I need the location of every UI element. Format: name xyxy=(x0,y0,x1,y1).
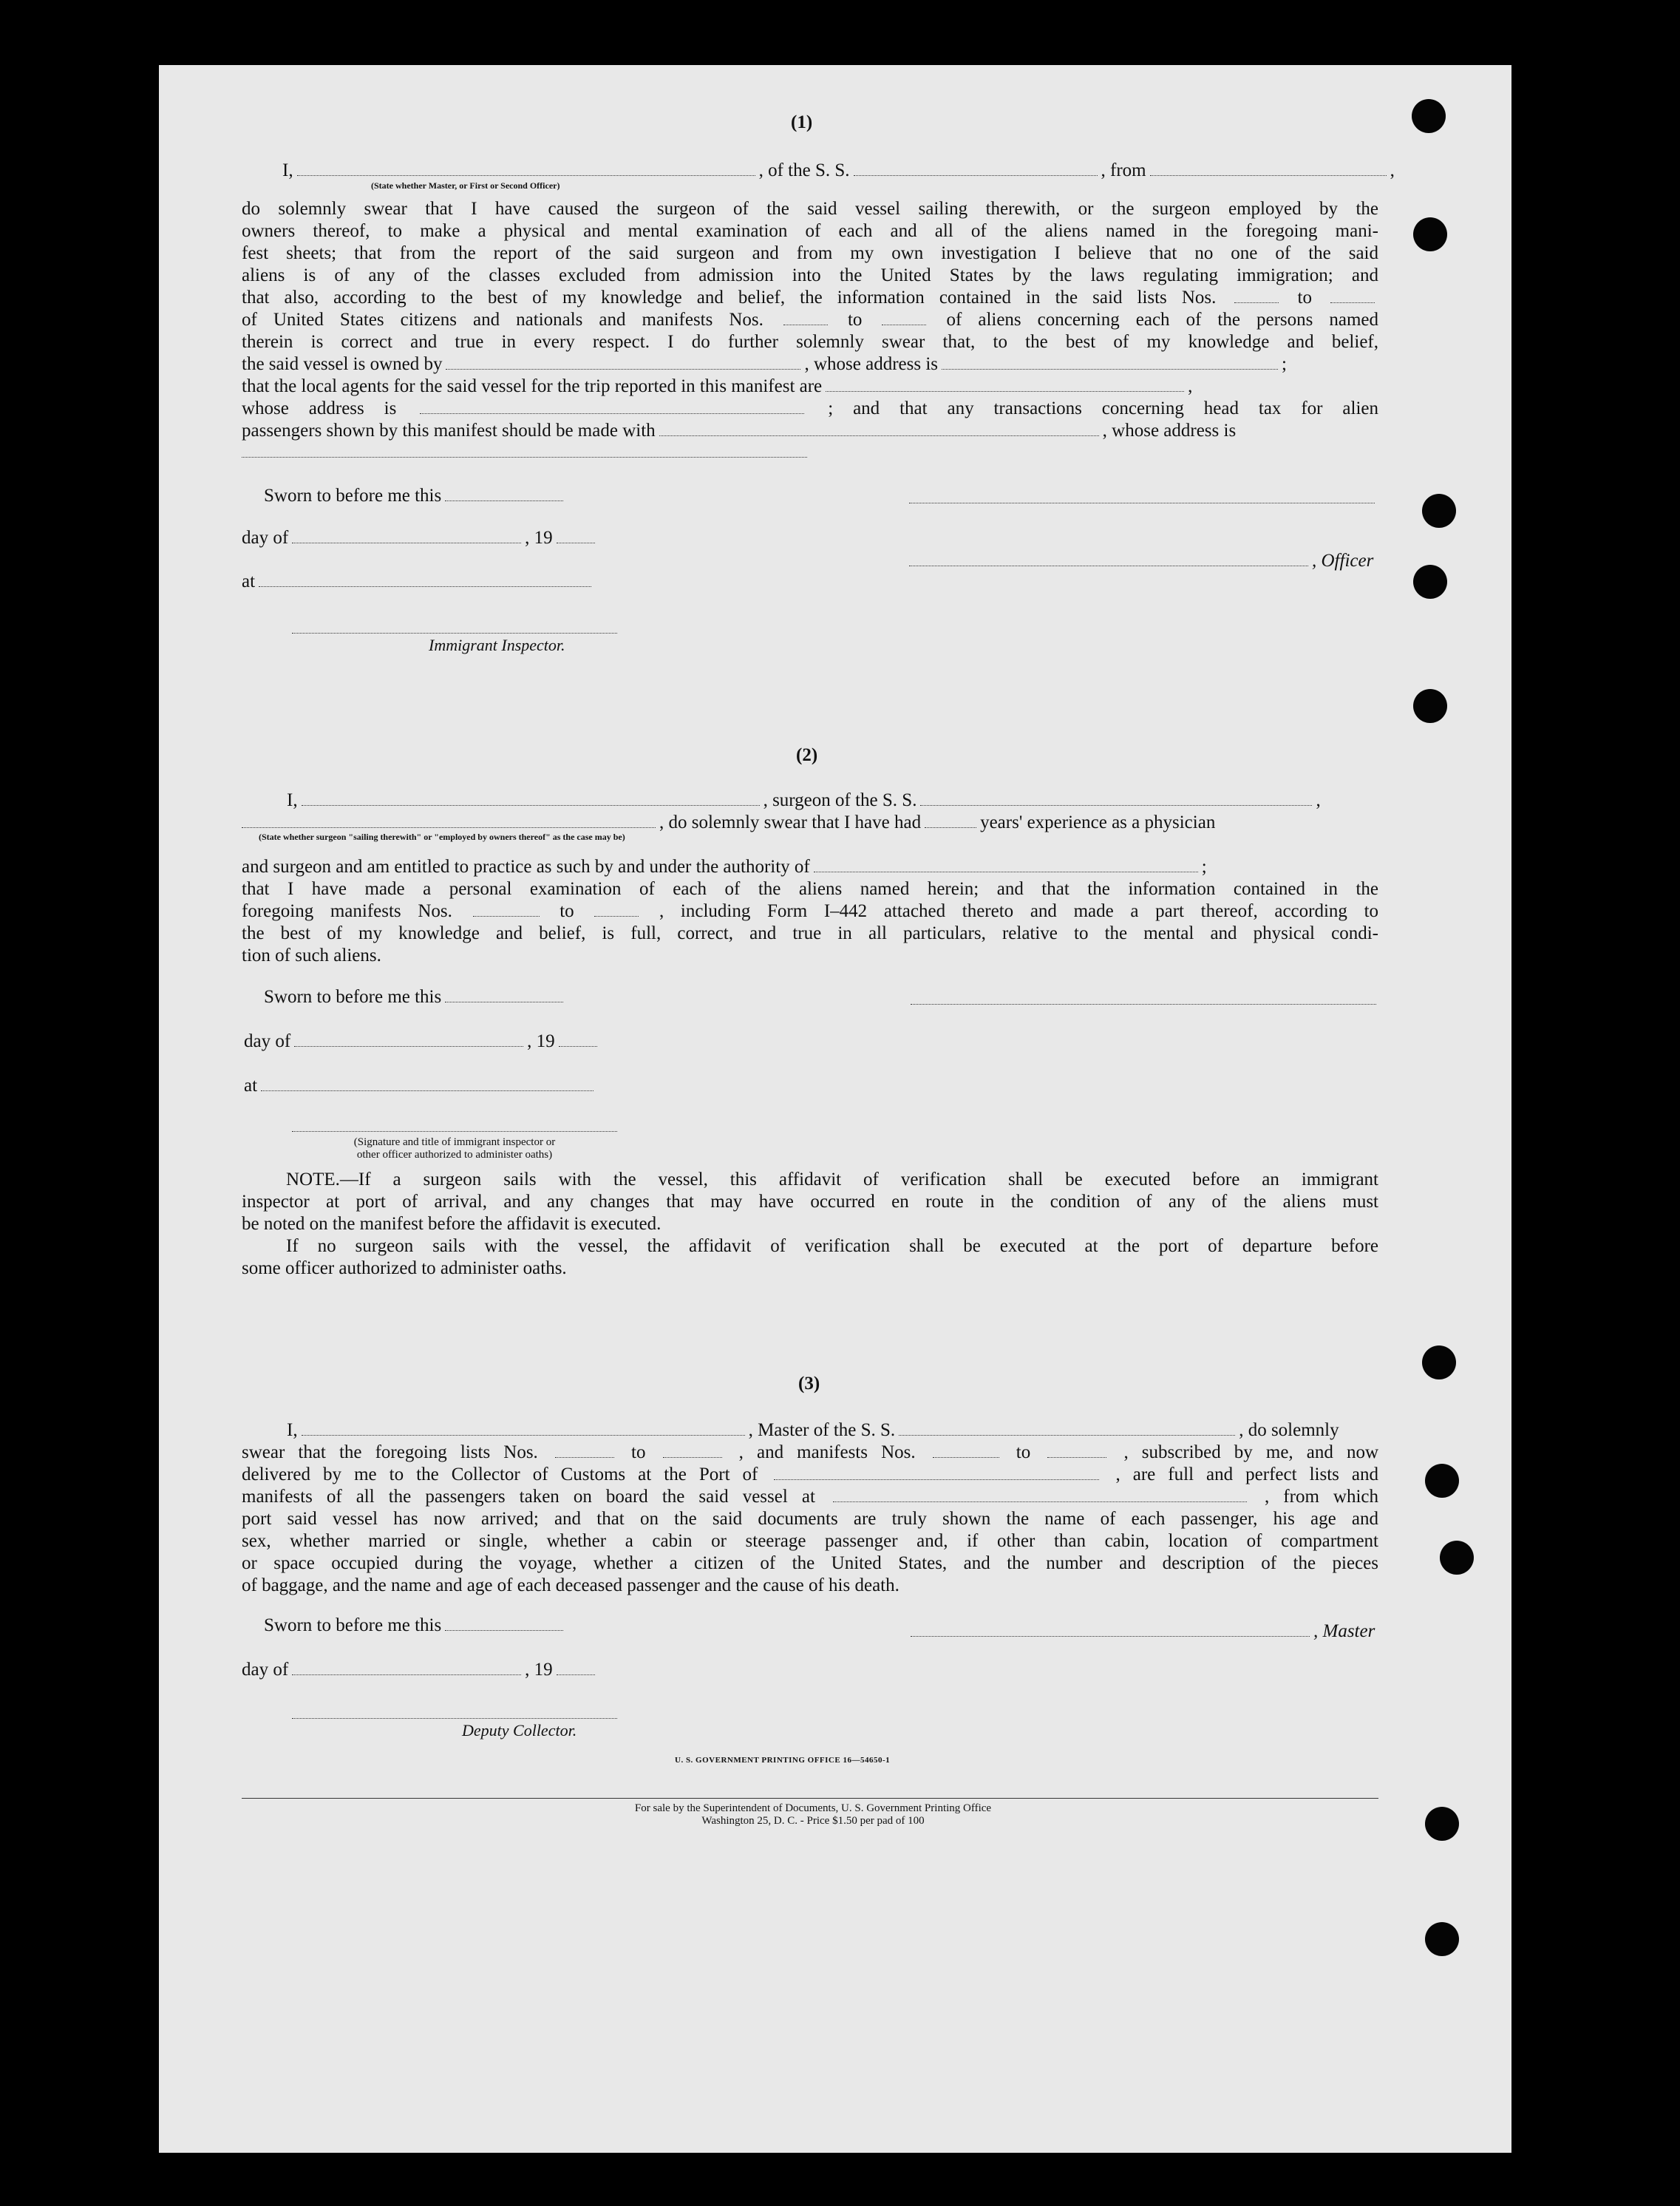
punch-hole xyxy=(1425,1464,1459,1498)
oath-text: tion of such aliens. xyxy=(242,946,381,965)
punch-hole xyxy=(1412,99,1446,133)
printer-imprint: U. S. GOVERNMENT PRINTING OFFICE 16—54650-1 xyxy=(675,1756,891,1765)
oath-text: sex, whether married or single, whether a cabin or steerage passenger and, if other than cabin, location of compartment xyxy=(242,1531,1378,1551)
sworn-label: Sworn to before me this xyxy=(264,986,567,1008)
oath-line: I, , surgeon of the S. S. , xyxy=(287,790,1321,810)
oath-text: aliens is of any of the classes excluded from admission into the United States by the laws regulating immigration; and xyxy=(242,265,1378,285)
oath-text: foregoing manifests Nos. to , including Form I–442 attached thereto and made a part thereof, according to xyxy=(242,901,1379,921)
oath-text: manifests of all the passengers taken on board the said vessel at , from which xyxy=(242,1487,1379,1507)
master-label: , Master xyxy=(911,1620,1375,1643)
signature-line xyxy=(292,633,617,634)
signature-line xyxy=(292,1718,617,1719)
oath-text: the said vessel is owned by , whose address is ; xyxy=(242,354,1287,374)
signature-instruction: other officer authorized to administer oaths) xyxy=(356,1149,553,1161)
oath-text: port said vessel has now arrived; and that on the said documents are truly shown the name of each passenger, his age and xyxy=(242,1509,1378,1529)
section-number: (3) xyxy=(798,1374,820,1394)
punch-hole xyxy=(1422,1345,1456,1379)
punch-hole xyxy=(1422,494,1456,528)
note-text: NOTE.—If a surgeon sails with the vessel, this affidavit of verification shall be executed before an immigrant xyxy=(286,1170,1378,1189)
date-label: day of , 19 xyxy=(242,527,599,549)
note-text: inspector at port of arrival, and any changes that may have occurred en route in the condition of any of the aliens must xyxy=(242,1192,1378,1212)
punch-hole xyxy=(1425,1922,1459,1956)
inspector-title: Immigrant Inspector. xyxy=(429,636,565,654)
sale-notice: For sale by the Superintendent of Documents, U. S. Government Printing Office xyxy=(634,1802,992,1814)
date-label: day of , 19 xyxy=(244,1031,601,1053)
oath-line: I, , of the S. S. , from , xyxy=(282,160,1395,180)
oath-line: I, , Master of the S. S. , do solemnly xyxy=(287,1420,1339,1440)
place-label: at xyxy=(244,1075,597,1097)
sale-notice: Washington 25, D. C. - Price $1.50 per pad of 100 xyxy=(701,1815,925,1827)
note-text: If no surgeon sails with the vessel, the affidavit of verification shall be executed at the port of departure before xyxy=(286,1236,1378,1256)
oath-text: swear that the foregoing lists Nos. to , and manifests Nos. to , subscribed by me, and now xyxy=(242,1442,1379,1462)
oath-text: fest sheets; that from the report of the said surgeon and from my own investigation I believe that no one of the said xyxy=(242,243,1378,263)
section-number: (2) xyxy=(796,745,818,765)
oath-text: do solemnly swear that I have caused the surgeon of the said vessel sailing therewith, or the surgeon employed by the xyxy=(242,199,1378,219)
oath-text: passengers shown by this manifest should be made with , whose address is xyxy=(242,421,1237,441)
field-instruction: (State whether Master, or First or Second Officer) xyxy=(371,180,560,191)
note-text: some officer authorized to administer oaths. xyxy=(242,1258,567,1278)
oath-text: whose address is ; and that any transactions concerning head tax for alien xyxy=(242,398,1378,418)
collector-title: Deputy Collector. xyxy=(462,1721,577,1740)
punch-hole xyxy=(1440,1541,1474,1575)
oath-text: of baggage, and the name and age of each deceased passenger and the cause of his death. xyxy=(242,1575,899,1595)
oath-text: of United States citizens and nationals and manifests Nos. to of aliens concerning each of the persons named xyxy=(242,310,1379,330)
date-label: day of , 19 xyxy=(242,1659,599,1681)
place-label: at xyxy=(242,571,595,593)
signature-instruction: (Signature and title of immigrant inspector or xyxy=(353,1136,556,1148)
officer-label: , Officer xyxy=(909,550,1373,572)
oath-text: or space occupied during the voyage, whether a citizen of the United States, and the number and description of the pieces xyxy=(242,1553,1378,1573)
sworn-label: Sworn to before me this xyxy=(264,485,567,507)
punch-hole xyxy=(1413,217,1447,251)
section-number: (1) xyxy=(791,112,813,132)
field-instruction: (State whether surgeon "sailing therewith" or "employed by owners thereof" as the case may be) xyxy=(259,832,625,842)
punch-hole xyxy=(1413,565,1447,599)
note-text: be noted on the manifest before the affidavit is executed. xyxy=(242,1214,662,1234)
punch-hole xyxy=(1413,689,1447,723)
punch-hole xyxy=(1425,1807,1459,1841)
oath-text: and surgeon and am entitled to practice as such by and under the authority of ; xyxy=(242,857,1207,877)
oath-text: therein is correct and true in every respect. I do further solemnly swear that, to the best of my knowledge and belief, xyxy=(242,332,1378,352)
oath-text: the best of my knowledge and belief, is full, correct, and true in all particulars, relative to the mental and physical condi- xyxy=(242,923,1378,943)
oath-line: , do solemnly swear that I have had years' experience as a physician xyxy=(242,812,1215,834)
oath-text: that also, according to the best of my knowledge and belief, the information contained in the said lists Nos. to xyxy=(242,287,1378,309)
oath-text: delivered by me to the Collector of Customs at the Port of , are full and perfect lists and xyxy=(242,1465,1379,1484)
oath-text: that the local agents for the said vessel for the trip reported in this manifest are , xyxy=(242,376,1193,396)
oath-text: that I have made a personal examination of each of the aliens named herein; and that the information contained in the xyxy=(242,879,1378,899)
signature-line xyxy=(911,1004,1376,1005)
signature-line xyxy=(292,1131,617,1132)
sworn-label: Sworn to before me this xyxy=(264,1615,567,1637)
oath-text: owners thereof, to make a physical and mental examination of each and all of the aliens named in the foregoing mani- xyxy=(242,221,1378,241)
